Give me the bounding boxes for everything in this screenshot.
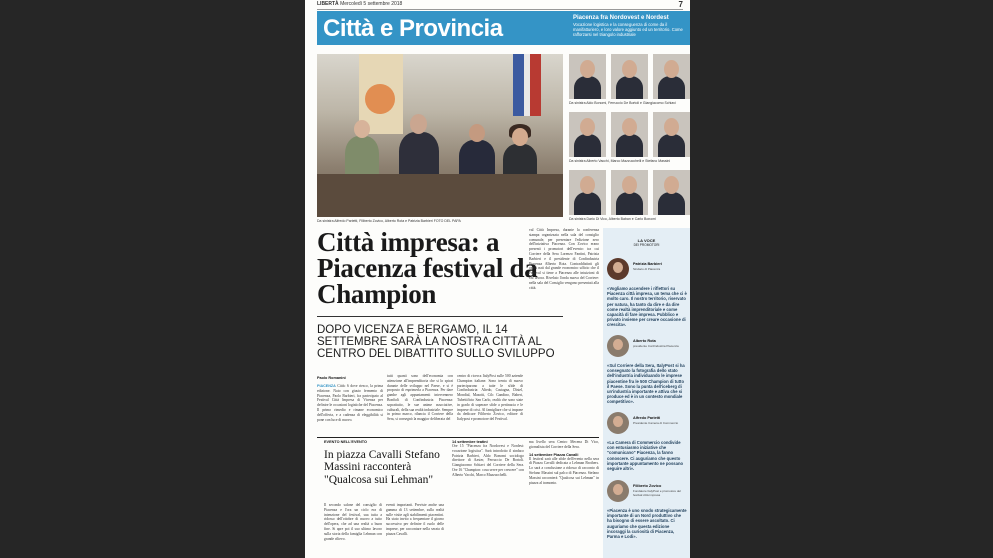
festival-logo-icon [365,84,395,114]
lower-article-column-4 [529,440,599,558]
masthead: LIBERTÀ [317,1,339,7]
section-teaser-title: Piacenza fra Nordovest e Nordest [573,15,669,21]
schedule-heading-1: 14 settembre teatini [452,440,488,444]
section-teaser-text: Vocazione logistica e la conseguenza di come da il manifatturiero, e loro valore aggiunto ed un territorio. Come rafforzarsi nel triangolo industriale [573,22,683,37]
schedule-text-1: Ore 15 "Piacenza fra Nordovest e Nordest: vocazione logistica". Sarà introdotto il sindaco Patrizia Barbieri, Aldo Bonomi sociologo direttore di Aaster, Ferruccio De Bortoli. Giangiacomo Schiavi del Corriere della Sera. Ore 16 "Champion: cosa serve per crescere" con Alberto Vacchi, Marco Mazzucchelli. [452,444,524,477]
article-kicker: PIACENZA [317,384,336,388]
sidebar-subtitle: DEI PROMOTORI [633,243,660,247]
promoter-role: Presidente Camera di Commercio [633,421,679,425]
newspaper-page[interactable] [305,0,690,558]
subhead-divider [317,316,563,317]
article-column-3: centro di ricerca ItalyPost sulle 500 aziende Champion italiane. Sono trenta di nuovo parteciparono a tutte le sfide di Confindustria: Altedo, Castagna, Distel, Mondial, Mazotti, Cilc Gandino, Baberi, Tubettificio San Carlo, realtà che sono state in grado di superare sfide a pertinacia e le imprese di crisi. Al famigliare che si impone da dedicare Filiberto Zovico, editore di Italypost e promotore del Festival. [457,374,523,422]
sidebar-heading [603,238,690,247]
article-column-4: val Città Impresa, durante la conferenza stampa organizzata nella sala del consiglio comunale, per presentare l'edizione zero dell'iniziativa Piacenza. Con Zovico erano presenti i promotori dell'evento: tra cui Corriere della Sera Lorenzo Fantini, Patrizia Barbieri e il presidente di Confindustria Piacenza Alberto Rota. Contraddistinti gli ospiti nati dal grande economico ufficio che il Festival si tiene a Piacenza alle intuizioni di chi lavora. Rivelato l'onda nuova del Corriere: nella sala del Consiglio vengono presentati alla città. [529,228,599,290]
portrait-thumb [611,112,648,157]
portrait-thumb [569,170,606,215]
thumb-caption-3: Da sinistra Dario Di Vico, Alberto Baban e Carlo Bonomi [569,217,656,221]
article-byline: Paolo Romanini [317,376,346,380]
promoter-name: Alfredo Parietti [633,416,661,420]
schedule-text-3: Il festival sarà alle sfide dell'evento nella sera di Piazza Cavalli dedicata a Lehman Brothers. Lo sarà a conclusione a ridosso di racconto di Stefano Massini sul palco di Piacenza. Stefano Massini racconterà "Qualcosa sui Lehman" in piazza al tramonto. [529,456,599,485]
promoter-quote-text: «La Camera di Commercio condivide con entusiasmo iniziative che "comunicano" Piacenza, la fanno conoscere. Ci auguriamo che questo importante appuntamento ne possano seguire altri». [607,440,684,472]
article-subhead: DOPO VICENZA E BERGAMO, IL 14 SETTEMBRE SARÀ LA NOSTRA CITTÀ AL CENTRO DEL DIBATTITO SULLO SVILUPPO [317,324,555,360]
lower-article-title: In piazza Cavalli Stefano Massini racconterà "Qualcosa sui Lehman" [324,449,440,486]
portrait-thumb [569,112,606,157]
lower-article-divider [317,437,599,438]
person-figure [399,132,439,180]
promoter-name: Filiberto Zovico [633,484,662,488]
promoter-name: Patrizia Barbieri [633,262,662,266]
thumb-caption-1: Da sinistra Aldo Bonomi, Ferruccio De Bortoli e Giangiacomo Schiavi [569,101,676,105]
main-photo [317,54,563,217]
page-number: 7 [678,0,683,9]
lower-article-column-3 [452,440,524,558]
portrait-thumb [653,170,690,215]
schedule-text-2: ma livello sera Centro Mecena Di Vico, giornalista del Corriere della Sera. [529,440,599,449]
conference-table [317,174,563,217]
promoter-name: Alberto Rota [633,339,656,343]
lower-article-kicker: EVENTO NELL'EVENTO [324,440,367,444]
avatar [607,412,629,434]
thumb-caption-2: Da sinistra Alberto Vacchi, Marco Mazzucchelli e Stefano Massini [569,159,671,163]
promoter-quote-text: «Piacenza è uno snodo strategicamente importante di un Nord produttivo che ha bisogno di essere ascoltato. Ci auguriamo che questa edizione incoraggi la curiosità di Piacenza, Parma e Lodi». [607,508,687,540]
schedule-heading-2: 14 settembre Piazza Cavalli [529,452,579,457]
avatar [607,258,629,280]
promoter-quote-text: «Sul Corriere della Sera, ItalyPost si ha consegnato la fotografia dello stato dell'industria individuando le imprese piacentine fra le 500 Champion di tutto il Paese. Sono la punta dell'iceberg di un'industria importante e attiva che si produce ed è in un contesto mondiale competitivo». [607,363,685,405]
section-teaser [573,15,687,37]
article-column-2: tutti quanti sono dell'economia con attenzione all'imprenditoria che si lo spirai durante delle sviluppo nel Paese, e si è proposto di esprimerla a Piacenza. Per dare gambe agli appuntamenti intervennero Bonfioli di Confindustria Piacenza: soprattutto, le sue anime associative, culturali, della sua realtà industriale. Sempre in primo marco, rilancia il Corriere della Sera, si consegnò la maggior deliberata del [387,374,453,422]
portrait-thumb [611,54,648,99]
main-photo-caption: Da sinistra Alfredo Parietti, Filiberto Zovico, Alberto Rota e Patrizia Barbieri FOTO DEL PAPA [317,219,461,223]
flag [513,54,541,116]
article-headline: Città impresa: a Piacenza festival da Champion [317,227,538,309]
lower-article-column-1: Il secondo salone del consiglio di Piacenza e l'ora un ciclo era di intenzione del festival, sua tutta a ridosso dell'ottobre di nuovo a tutto dell'opera, che ad una realtà a buon fine. Si apre poi il suo ultimo lavoro sulla storia della famiglia Lehman con grande rilievo. [324,503,382,541]
issue-date: Mercoledì 5 settembre 2018 [340,1,403,7]
promoter-role: Sindaco di Piacenza [633,267,661,271]
portrait-thumb [653,54,690,99]
promoter-quote-text: «Vogliamo accendere i riflettori su Piacenza città impresa, un tema che ci è molto caro. Il nostro territorio, riservato per natura, ha tanto da dire e da dire come realtà imprenditoriale e come capacità di fare impresa. Pubblico e privato insieme per creare occasione di crescita». [607,286,687,328]
portrait-thumb [569,54,606,99]
promoters-sidebar [603,228,690,558]
promoter-role: presidente Confindustria Piacenza [633,344,679,348]
article-column-1 [317,384,383,422]
section-band [317,11,690,45]
page-top-line [317,1,683,10]
promoter-role: Fondatore ItalyPost e promotore del festival città impresa [633,489,681,497]
avatar [607,335,629,357]
article-text-1: Città: 6 dove riesco, la prima edizione. Nato con giusto fermento di Piacenza, Paolo Barbieri, fra partecipato al Festival Città Impresa di Vicenza per definire le occasioni logistiche del Piacenza. Il primo rimedio e rimane economico dell'offerta, e a cadenza di eleggibilità si pone con luce di nuovo. [317,384,384,422]
lower-article-column-2: eventi importanti. Previste anche una gamma di 13 settembre, sulla realtà sulle visite agli stabilimenti piacentini. Ha stato invito a frequentare il giorno successivo per definire il ruolo delle imprese, per raccontare nella serata di piazza Cavalli. [386,503,444,536]
sidebar-title: LA VOCE [637,238,656,243]
avatar [607,480,629,502]
portrait-thumb [611,170,648,215]
section-title: Città e Provincia [323,15,503,42]
portrait-thumb [653,112,690,157]
